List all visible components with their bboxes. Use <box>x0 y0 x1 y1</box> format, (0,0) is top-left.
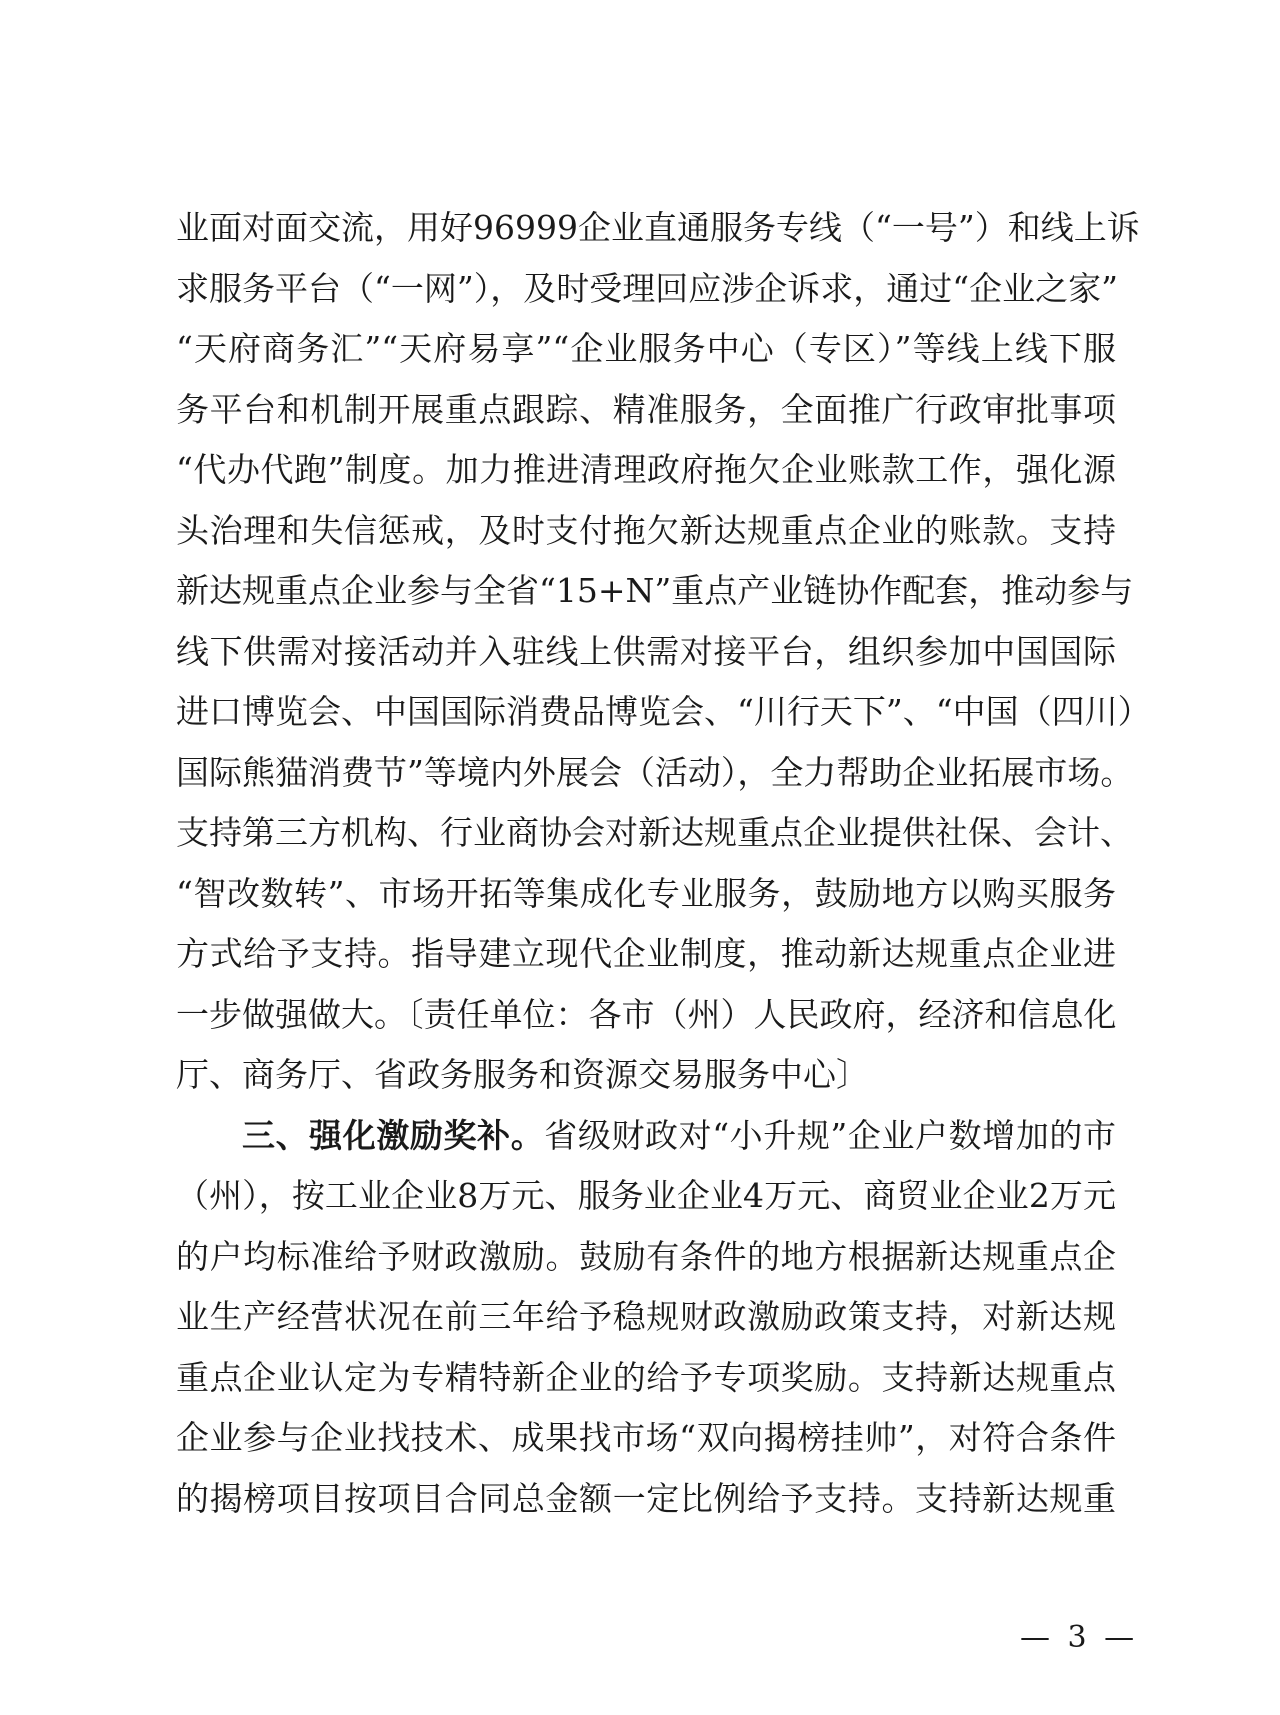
text-line: 业面对面交流，用好96999企业直通服务专线（“一号”）和线上诉 <box>176 208 1140 247</box>
text-line: “代办代跑”制度。加力推进清理政府拖欠企业账款工作，强化源 <box>176 450 1116 489</box>
text-line: 的户均标准给予财政激励。鼓励有条件的地方根据新达规重点企 <box>176 1236 1116 1276</box>
section-3-first-line <box>176 1106 1116 1167</box>
text-line: 业生产经营状况在前三年给予稳规财政激励政策支持，对新达规 <box>176 1297 1116 1336</box>
text-line: 新达规重点企业参与全省“15+N”重点产业链协作配套，推动参与 <box>176 571 1134 610</box>
text-line: 的揭榜项目按项目合同总金额一定比例给予支持。支持新达规重 <box>176 1478 1116 1518</box>
text-line: 头治理和失信惩戒，及时支付拖欠新达规重点企业的账款。支持 <box>176 510 1116 550</box>
text-line: 线下供需对接活动并入驻线上供需对接平台，组织参加中国国际 <box>176 631 1116 671</box>
document-body <box>176 198 1151 1529</box>
text-line: 求服务平台（“一网”），及时受理回应涉企诉求，通过“企业之家” <box>176 268 1118 308</box>
text-line: 支持第三方机构、行业商协会对新达规重点企业提供社保、会计、 <box>176 813 1133 852</box>
section-3-first-line-text: 省级财政对“小升规”企业户数增加的市 <box>544 1115 1116 1155</box>
text-line: 企业参与企业找技术、成果找市场“双向揭榜挂帅”，对符合条件 <box>176 1418 1116 1457</box>
text-line: 厅、商务厅、省政务服务和资源交易服务中心〕 <box>176 1055 869 1094</box>
section-3-heading: 三、强化激励奖补。 <box>242 1115 545 1155</box>
text-line: 重点企业认定为专精特新企业的给予专项奖励。支持新达规重点 <box>176 1357 1116 1397</box>
text-line: 一步做强做大。〔责任单位：各市（州）人民政府，经济和信息化 <box>176 994 1117 1034</box>
text-line: 国际熊猫消费节”等境内外展会（活动），全力帮助企业拓展市场。 <box>176 752 1134 792</box>
text-line: “智改数转”、市场开拓等集成化专业服务，鼓励地方以购买服务 <box>176 873 1116 913</box>
text-line: 进口博览会、中国国际消费品博览会、“川行天下”、“中国（四川） <box>176 692 1151 731</box>
text-line: 务平台和机制开展重点跟踪、精准服务，全面推广行政审批事项 <box>176 389 1116 429</box>
text-line: “天府商务汇”“天府易享”“企业服务中心（专区）”等线上线下服 <box>176 329 1116 368</box>
page-number: — 3 — <box>1020 1620 1139 1655</box>
text-line: 方式给予支持。指导建立现代企业制度，推动新达规重点企业进 <box>176 934 1116 973</box>
text-line: （州），按工业企业8万元、服务业企业4万元、商贸业企业2万元 <box>176 1176 1116 1215</box>
